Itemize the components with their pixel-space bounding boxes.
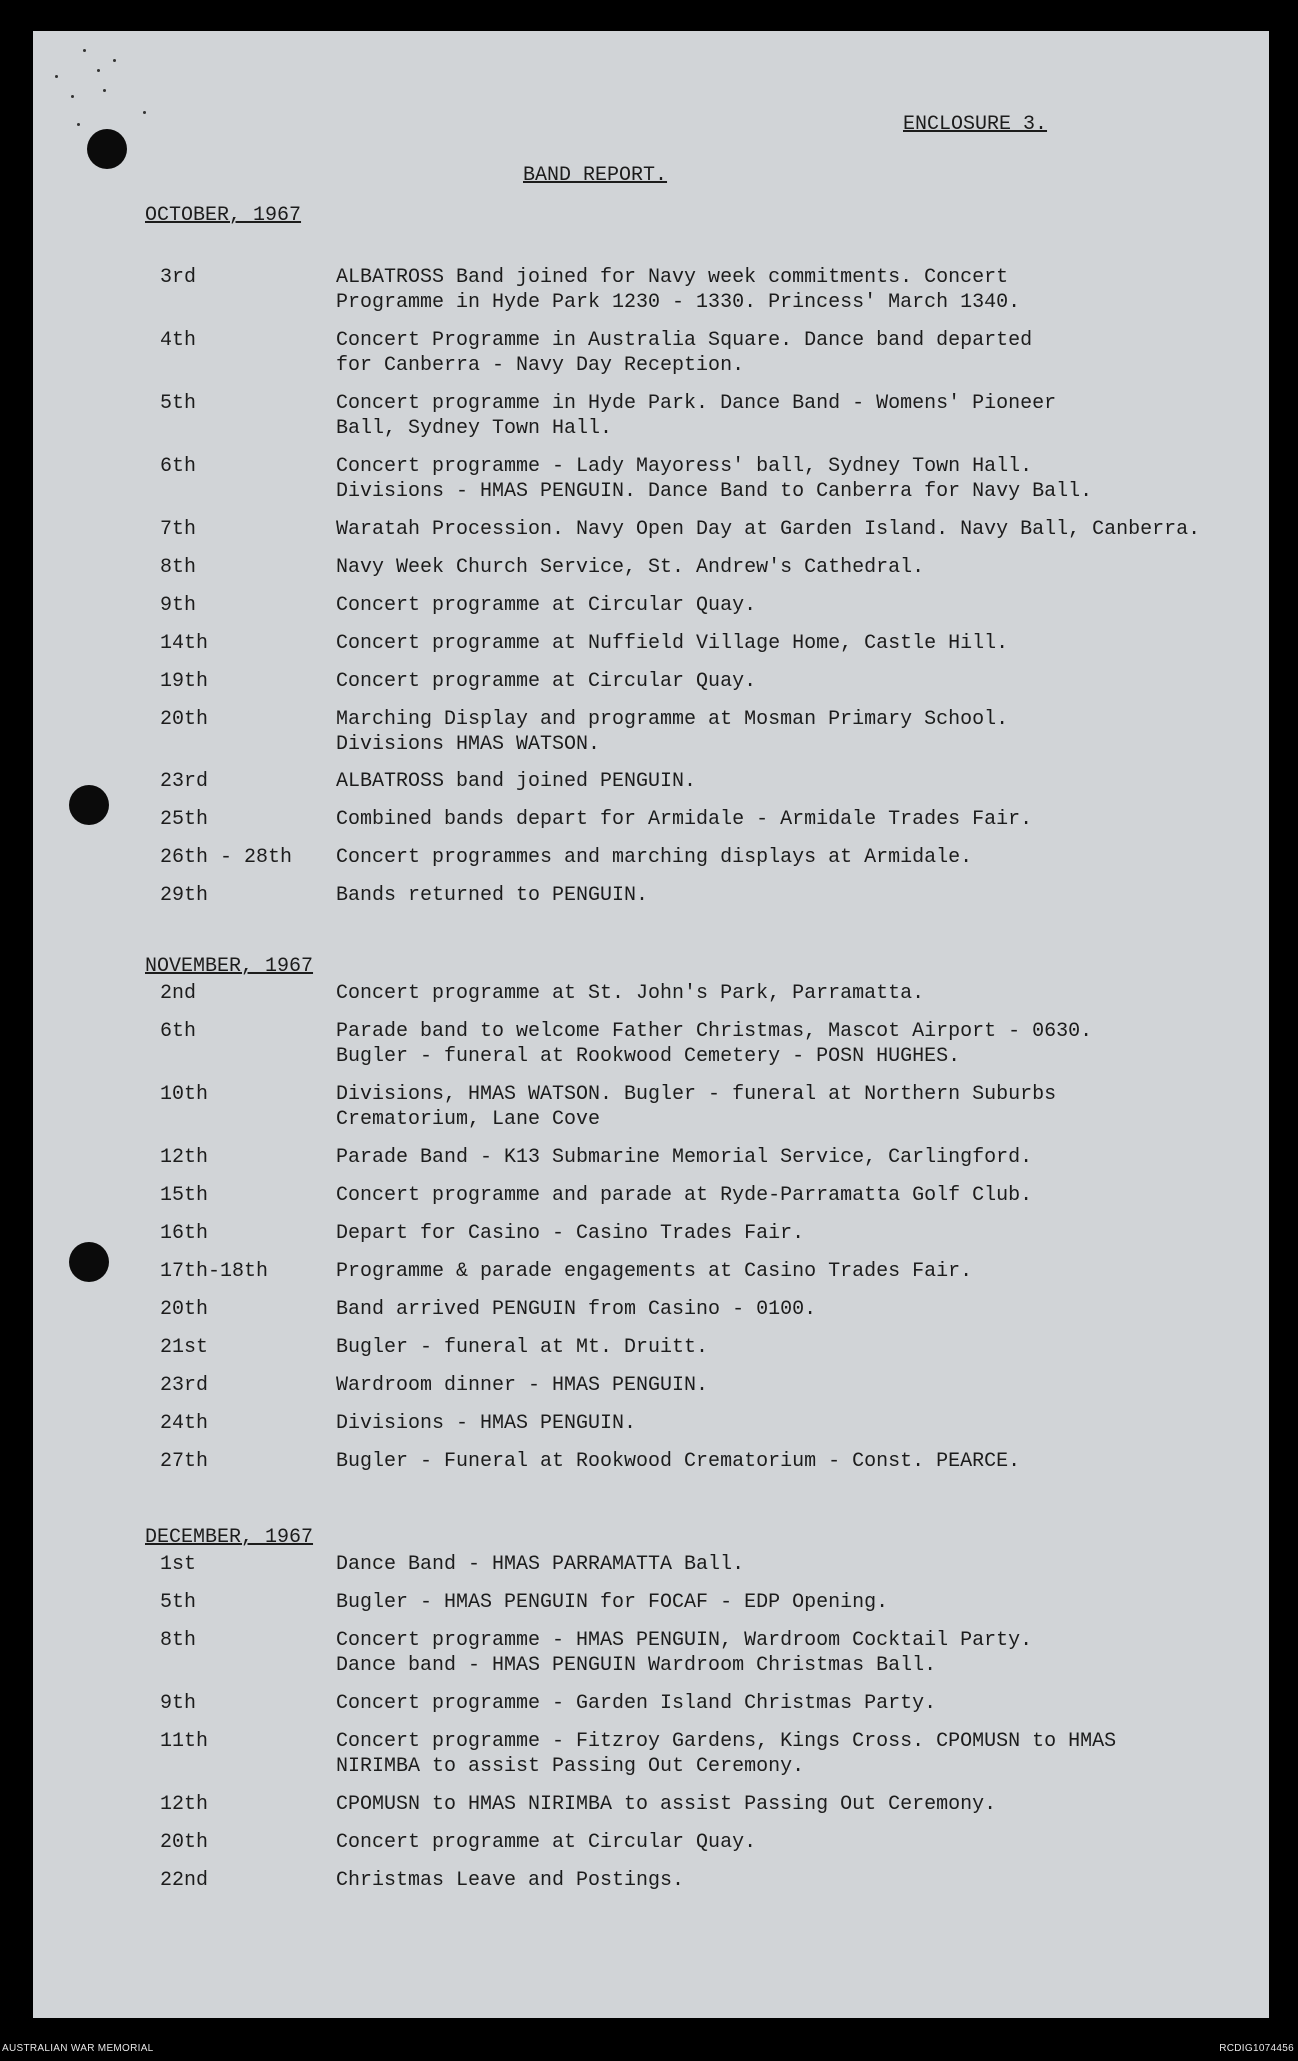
month-heading: DECEMBER, 1967 bbox=[145, 1526, 314, 1549]
entry-date: 20th bbox=[160, 1831, 209, 1854]
entry-date: 20th bbox=[160, 708, 209, 731]
entry-text: Bugler - Funeral at Rookwood Crematorium - Const. PEARCE. bbox=[336, 1450, 1021, 1473]
month-heading: NOVEMBER, 1967 bbox=[145, 955, 314, 978]
entry-text: Parade band to welcome Father Christmas, Mascot Airport - 0630. Bugler - funeral at Rookwood Cemetery - POSN HUGHES. bbox=[336, 1020, 1093, 1068]
punch-hole bbox=[69, 785, 109, 825]
entry-date: 9th bbox=[160, 594, 197, 617]
entry-text: Divisions - HMAS PENGUIN. bbox=[336, 1412, 637, 1435]
entry-date: 12th bbox=[160, 1146, 209, 1169]
paper-speck bbox=[103, 89, 106, 92]
entry-date: 1st bbox=[160, 1553, 197, 1576]
entry-text: Concert programme in Hyde Park. Dance Band - Womens' Pioneer Ball, Sydney Town Hall. bbox=[336, 392, 1057, 440]
entry-text: Parade Band - K13 Submarine Memorial Service, Carlingford. bbox=[336, 1146, 1033, 1169]
entry-date: 6th bbox=[160, 1020, 197, 1043]
entry-date: 4th bbox=[160, 329, 197, 352]
entry-text: Concert programme and parade at Ryde-Parramatta Golf Club. bbox=[336, 1184, 1033, 1207]
entry-text: Wardroom dinner - HMAS PENGUIN. bbox=[336, 1374, 709, 1397]
entry-text: Divisions, HMAS WATSON. Bugler - funeral at Northern Suburbs Crematorium, Lane Cove bbox=[336, 1083, 1057, 1131]
entry-text: Navy Week Church Service, St. Andrew's Cathedral. bbox=[336, 556, 925, 579]
entry-text: Concert programme at Nuffield Village Home, Castle Hill. bbox=[336, 632, 1009, 655]
entry-date: 6th bbox=[160, 455, 197, 478]
entry-text: Christmas Leave and Postings. bbox=[336, 1869, 685, 1892]
report-title: BAND REPORT. bbox=[523, 164, 668, 187]
punch-hole bbox=[87, 129, 127, 169]
entry-date: 15th bbox=[160, 1184, 209, 1207]
entry-text: Concert programme at St. John's Park, Parramatta. bbox=[336, 982, 925, 1005]
entry-text: Concert programme - Lady Mayoress' ball, Sydney Town Hall. Divisions - HMAS PENGUIN. Dance Band to Canberra for Navy Ball. bbox=[336, 455, 1093, 503]
paper-speck bbox=[143, 111, 146, 114]
entry-text: Bugler - HMAS PENGUIN for FOCAF - EDP Opening. bbox=[336, 1591, 889, 1614]
entry-date: 22nd bbox=[160, 1869, 209, 1892]
entry-date: 23rd bbox=[160, 1374, 209, 1397]
enclosure-label: ENCLOSURE 3. bbox=[903, 113, 1048, 136]
punch-hole bbox=[69, 1242, 109, 1282]
entry-date: 5th bbox=[160, 1591, 197, 1614]
entry-date: 17th-18th bbox=[160, 1260, 269, 1283]
month-heading: OCTOBER, 1967 bbox=[145, 204, 302, 227]
entry-text: Concert programme - Garden Island Christmas Party. bbox=[336, 1692, 937, 1715]
entry-date: 12th bbox=[160, 1793, 209, 1816]
footer-left: AUSTRALIAN WAR MEMORIAL bbox=[2, 2043, 154, 2054]
entry-date: 2nd bbox=[160, 982, 197, 1005]
paper-speck bbox=[83, 49, 86, 52]
entry-text: Concert programmes and marching displays at Armidale. bbox=[336, 846, 973, 869]
entry-date: 14th bbox=[160, 632, 209, 655]
entry-date: 29th bbox=[160, 884, 209, 907]
entry-date: 10th bbox=[160, 1083, 209, 1106]
entry-date: 21st bbox=[160, 1336, 209, 1359]
entry-date: 26th - 28th bbox=[160, 846, 293, 869]
entry-date: 5th bbox=[160, 392, 197, 415]
entry-text: Concert Programme in Australia Square. Dance band departed for Canberra - Navy Day Reception. bbox=[336, 329, 1033, 377]
entry-text: Band arrived PENGUIN from Casino - 0100. bbox=[336, 1298, 817, 1321]
paper-speck bbox=[77, 123, 80, 126]
paper-speck bbox=[71, 95, 74, 98]
entry-text: Programme & parade engagements at Casino Trades Fair. bbox=[336, 1260, 973, 1283]
entry-text: Combined bands depart for Armidale - Armidale Trades Fair. bbox=[336, 808, 1033, 831]
entry-date: 20th bbox=[160, 1298, 209, 1321]
entry-date: 3rd bbox=[160, 266, 197, 289]
entry-date: 16th bbox=[160, 1222, 209, 1245]
entry-date: 23rd bbox=[160, 770, 209, 793]
entry-text: Depart for Casino - Casino Trades Fair. bbox=[336, 1222, 805, 1245]
entry-text: Waratah Procession. Navy Open Day at Garden Island. Navy Ball, Canberra. bbox=[336, 518, 1201, 541]
footer-right: RCDIG1074456 bbox=[1219, 2043, 1294, 2054]
entry-date: 19th bbox=[160, 670, 209, 693]
entry-text: Concert programme at Circular Quay. bbox=[336, 594, 757, 617]
entry-text: Concert programme - HMAS PENGUIN, Wardroom Cocktail Party. Dance band - HMAS PENGUIN Wardroom Christmas Ball. bbox=[336, 1629, 1033, 1677]
entry-date: 8th bbox=[160, 556, 197, 579]
paper-speck bbox=[55, 75, 58, 78]
entry-text: Concert programme at Circular Quay. bbox=[336, 1831, 757, 1854]
entry-date: 8th bbox=[160, 1629, 197, 1652]
entry-text: ALBATROSS Band joined for Navy week commitments. Concert Programme in Hyde Park 1230 - 1330. Princess' March 1340. bbox=[336, 266, 1021, 314]
entry-date: 24th bbox=[160, 1412, 209, 1435]
entry-text: CPOMUSN to HMAS NIRIMBA to assist Passing Out Ceremony. bbox=[336, 1793, 997, 1816]
entry-text: Concert programme at Circular Quay. bbox=[336, 670, 757, 693]
entry-date: 11th bbox=[160, 1730, 209, 1753]
entry-text: Concert programme - Fitzroy Gardens, Kings Cross. CPOMUSN to HMAS NIRIMBA to assist Passing Out Ceremony. bbox=[336, 1730, 1117, 1778]
paper-speck bbox=[113, 59, 116, 62]
entry-date: 27th bbox=[160, 1450, 209, 1473]
entry-text: Dance Band - HMAS PARRAMATTA Ball. bbox=[336, 1553, 745, 1576]
entry-date: 9th bbox=[160, 1692, 197, 1715]
entry-text: ALBATROSS band joined PENGUIN. bbox=[336, 770, 697, 793]
entry-text: Marching Display and programme at Mosman Primary School. Divisions HMAS WATSON. bbox=[336, 708, 1009, 756]
entry-date: 7th bbox=[160, 518, 197, 541]
entry-text: Bands returned to PENGUIN. bbox=[336, 884, 649, 907]
paper-speck bbox=[97, 69, 100, 72]
entry-date: 25th bbox=[160, 808, 209, 831]
document-page bbox=[33, 31, 1269, 2018]
entry-text: Bugler - funeral at Mt. Druitt. bbox=[336, 1336, 709, 1359]
